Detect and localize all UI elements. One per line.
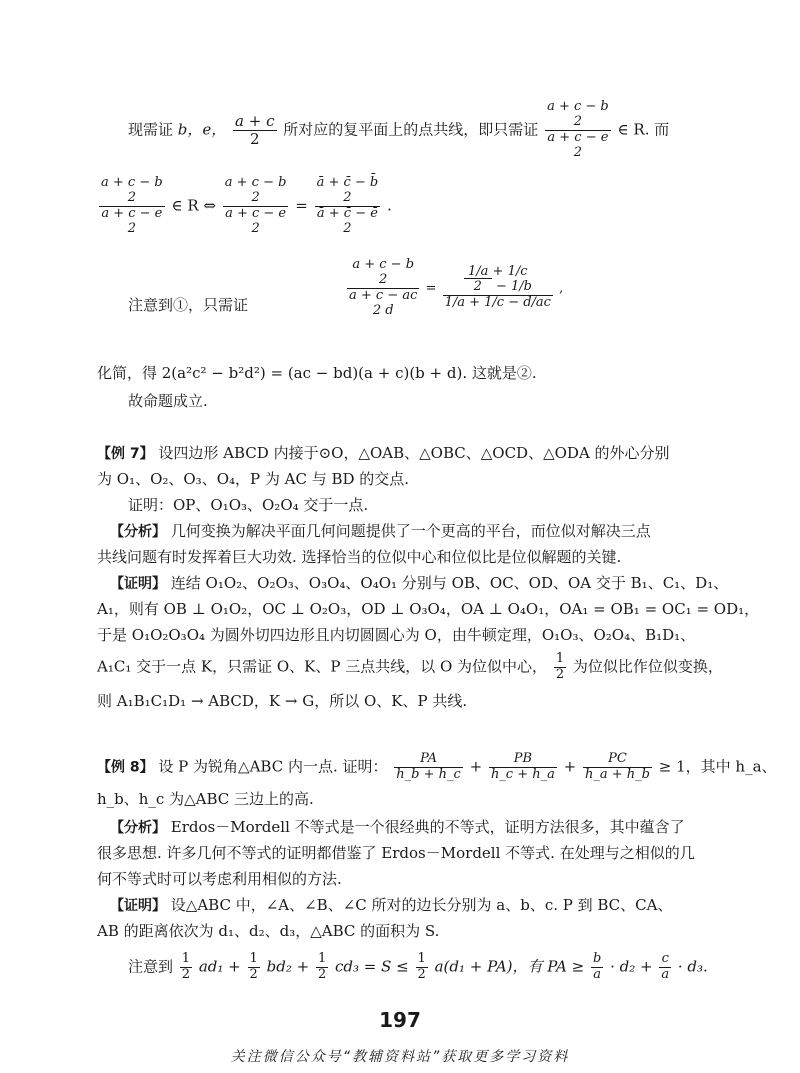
page-number: 197: [379, 1008, 421, 1032]
example-7-proof-1: 【证明】 连结 O₁O₂、O₂O₃、O₃O₄、O₄O₁ 分别与 OB、OC、OD、OA 交于 B₁、C₁、D₁、: [110, 574, 729, 592]
big-fraction: a + c − b 2 a + c − e 2: [547, 99, 609, 160]
example-8-line-2: h_b、h_c 为△ABC 三边上的高.: [97, 790, 314, 808]
equivalence-line: a + c − b 2 a + c − e 2 ∈ R ⇔ a + c − b 2 a + c − e 2 = ā + c̄ − b̄ 2 ā + c̄ − ē 2 .: [101, 175, 392, 236]
example-8-proof-1: 【证明】 设△ABC 中，∠A、∠B、∠C 所对的边长分别为 a、b、c. P 到 BC、CA、: [110, 896, 673, 914]
example-8-line-1: 【例 8】 设 P 为锐角△ABC 内一点. 证明： $\frac{PA}{h\_b + h\_c}$ + $\frac{PB}{h\_c + h\_a}$ + $\frac{PC}{h\_a + h\_b}$ ≥ 1，其中 h_a、: [97, 751, 777, 782]
statement-line-1: 现需证 b，e， $\frac{a + c}{2}$ 所对应的复平面上的点共线，即只需证 a + c − b 2 a + c − e 2 ∈ R. 而: [128, 99, 670, 160]
conjugate-fraction: ā + c̄ − b̄ 2 ā + c̄ − ē 2: [316, 175, 379, 236]
example-7-tag: 【例 7】: [97, 446, 154, 462]
example-8-proof-2: AB 的距离依次为 d₁、d₂、d₃，△ABC 的面积为 S.: [97, 922, 440, 940]
example-7-analysis-1: 【分析】 几何变换为解决平面几何问题提供了一个更高的平台，而位似对解决三点: [110, 522, 651, 540]
example-7-line-3: 证明：OP、O₁O₃、O₂O₄ 交于一点.: [128, 496, 369, 514]
simplify-line: 化简，得 2(a²c² − b²d²) = (ac − bd)(a + c)(b + d). 这就是②.: [97, 364, 537, 382]
example-8-analysis-2: 很多思想. 许多几何不等式的证明都借鉴了 Erdos－Mordell 不等式. 在处理与之相似的几: [97, 844, 695, 862]
example-7-proof-5: 则 A₁B₁C₁D₁ → ABCD，K → G，所以 O、K、P 共线.: [97, 692, 468, 710]
conclusion-line: 故命题成立.: [128, 392, 208, 410]
example-7-analysis-2: 共线问题有时发挥着巨大功效. 选择恰当的位似中心和位似比是位似解题的关键.: [97, 548, 622, 566]
note-equation: a + c − b 2 a + c − ac 2 d = 1/a + 1/c 2 − 1/b 1/a + 1/c − d/ac ,: [349, 257, 564, 318]
example-7-line-1: 【例 7】 设四边形 ABCD 内接于⊙O，△OAB、△OBC、△OCD、△ODA 的外心分别: [97, 444, 670, 462]
example-7-line-2: 为 O₁、O₂、O₃、O₄，P 为 AC 与 BD 的交点.: [97, 470, 410, 488]
example-7-proof-3: 于是 O₁O₂O₃O₄ 为圆外切四边形且内切圆圆心为 O，由牛顿定理，O₁O₃、O₂O₄、B₁D₁、: [97, 626, 696, 644]
example-8-analysis-1: 【分析】 Erdos－Mordell 不等式是一个很经典的不等式，证明方法很多，其中蕴含了: [110, 818, 685, 836]
example-8-analysis-3: 何不等式时可以考虑利用相似的方法.: [97, 870, 342, 888]
example-8-proof-3: 注意到 $\frac{1}{2}$ ad₁ + $\frac{1}{2}$ bd₂ + $\frac{1}{2}$ cd₃ = S ≤ $\frac{1}{2}$ a(d₁ + PA)，有 PA ≥ $\frac{b}{a}$ · d₂ + $\frac{c}{a}$ · d₃.: [128, 951, 708, 982]
note-label: 注意到①，只需证: [128, 296, 249, 314]
example-8-tag: 【例 8】: [97, 759, 154, 776]
footer-watermark: 关注微信公众号“教辅资料站”获取更多学习资料: [230, 1049, 570, 1065]
example-7-proof-2: A₁，则有 OB ⊥ O₁O₂，OC ⊥ O₂O₃，OD ⊥ O₃O₄，OA ⊥ O₄O₁，OA₁ = OB₁ = OC₁ = OD₁，: [97, 600, 760, 618]
fraction-a-plus-c-over-2: $\frac{a + c}{2}$: [235, 111, 275, 148]
example-7-proof-4: A₁C₁ 交于一点 K，只需证 O、K、P 三点共线，以 O 为位似中心， $\frac{1}{2}$ 为位似比作位似变换，: [97, 651, 723, 682]
